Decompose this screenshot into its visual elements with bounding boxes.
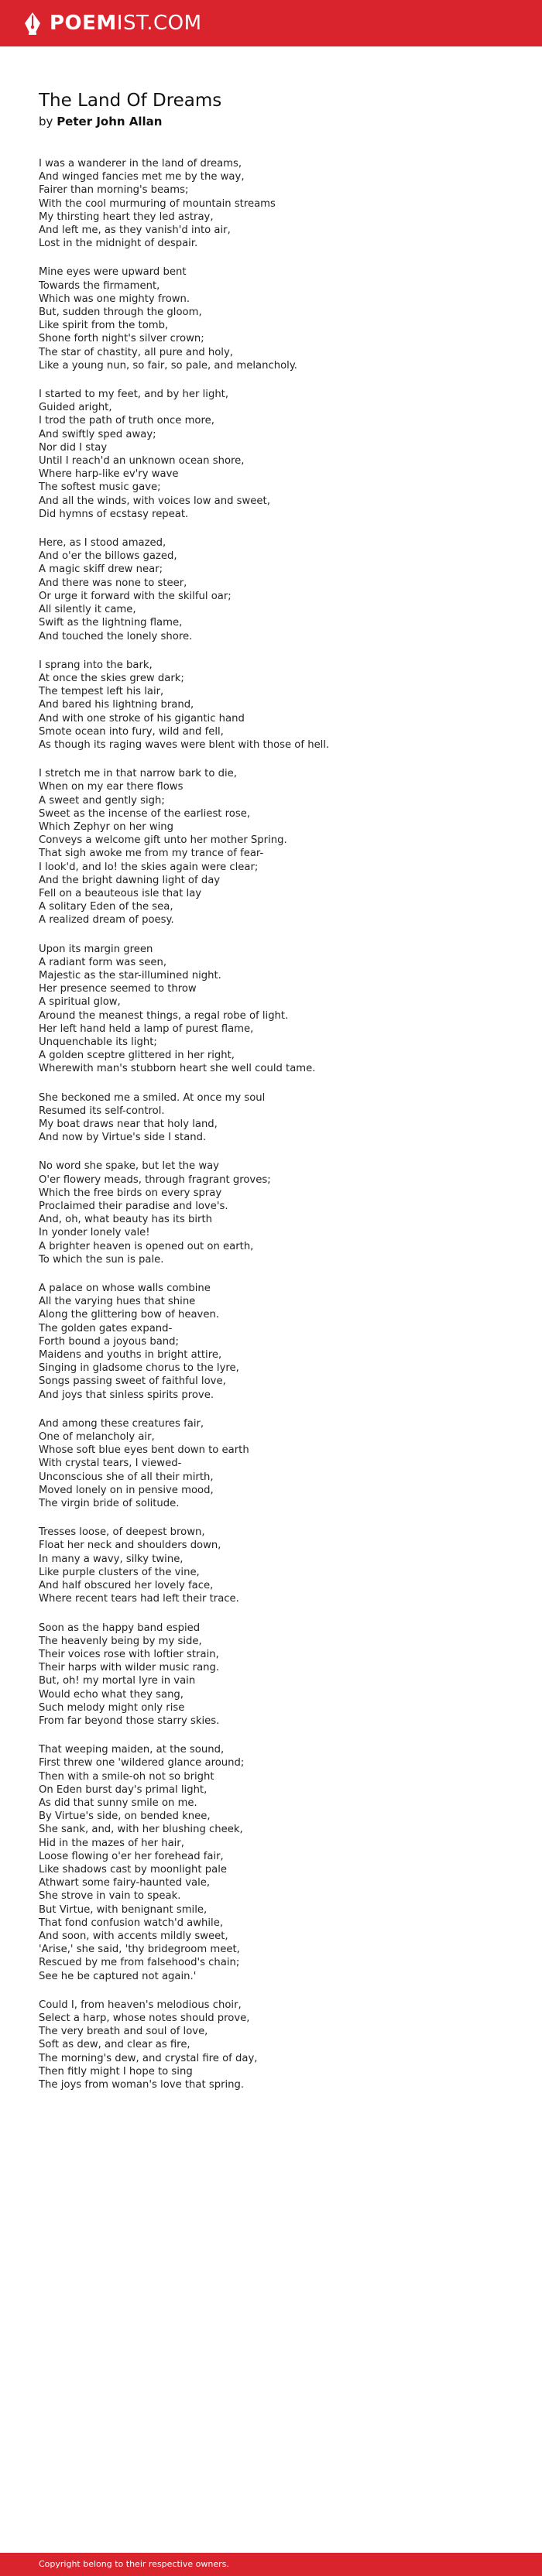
poem-line: See he be captured not again.' bbox=[39, 1970, 197, 1982]
poem-body bbox=[39, 157, 519, 2091]
poem-line: A solitary Eden of the sea, bbox=[39, 901, 173, 913]
poem-line: I look'd, and lo! the skies again were clear; bbox=[39, 861, 259, 873]
header-bar bbox=[0, 0, 542, 46]
poem-line: One of melancholy air, bbox=[39, 1431, 155, 1444]
poem-line: She strove in vain to speak. bbox=[39, 1890, 181, 1903]
poem-line: Would echo what they sang, bbox=[39, 1688, 184, 1701]
poem-line: And, oh, what beauty has its birth bbox=[39, 1214, 213, 1226]
poem-line: A spiritual glow, bbox=[39, 996, 121, 1009]
logo-light-text: IST.COM bbox=[116, 12, 202, 35]
poem-line: Lost in the midnight of despair. bbox=[39, 238, 198, 250]
poem-line: Swift as the lightning flame, bbox=[39, 617, 183, 629]
poem-line: The very breath and soul of love, bbox=[39, 2026, 208, 2038]
poem-line: Which the free birds on every spray bbox=[39, 1187, 222, 1199]
site-logo-text bbox=[50, 11, 202, 36]
poem-line: Sweet as the incense of the earliest rose, bbox=[39, 807, 251, 820]
poem-line: Select a harp, whose notes should prove, bbox=[39, 2012, 250, 2024]
poem-line: And there was none to steer, bbox=[39, 577, 187, 589]
poem-line: No word she spake, but let the way bbox=[39, 1160, 219, 1173]
poem-line: Their voices rose with loftier strain, bbox=[39, 1648, 219, 1660]
poem-line: A brighter heaven is opened out on earth, bbox=[39, 1240, 254, 1252]
poem-line: Such melody might only rise bbox=[39, 1701, 185, 1714]
footer-bar bbox=[0, 2553, 542, 2576]
stanza bbox=[39, 536, 519, 643]
poem-line: A golden sceptre glittered in her right, bbox=[39, 1050, 235, 1062]
poem-line: And soon, with accents mildly sweet, bbox=[39, 1930, 228, 1942]
poem-line: She sank, and, with her blushing cheek, bbox=[39, 1824, 243, 1836]
poem-line: Then with a smile-oh not so bright bbox=[39, 1770, 214, 1783]
stanza bbox=[39, 157, 519, 250]
poem-line: Until I reach'd an unknown ocean shore, bbox=[39, 455, 245, 468]
poem-line: O'er flowery meads, through fragrant groves; bbox=[39, 1173, 271, 1186]
poem-line: All silently it came, bbox=[39, 604, 136, 616]
poem-line: And left me, as they vanish'd into air, bbox=[39, 224, 231, 237]
poem-line: A realized dream of poesy. bbox=[39, 914, 174, 927]
poem-line: Singing in gladsome chorus to the lyre, bbox=[39, 1362, 239, 1375]
byline-prefix: by bbox=[39, 115, 53, 128]
stanza bbox=[39, 659, 519, 752]
poem-line: Tresses loose, of deepest brown, bbox=[39, 1526, 205, 1539]
poem-line: Her left hand held a lamp of purest flame, bbox=[39, 1023, 254, 1035]
poem-line: My boat draws near that holy land, bbox=[39, 1118, 218, 1130]
stanza bbox=[39, 1526, 519, 1605]
poem-line: Maidens and youths in bright attire, bbox=[39, 1349, 222, 1362]
poem-line: In many a wavy, silky twine, bbox=[39, 1553, 184, 1565]
poem-line: That weeping maiden, at the sound, bbox=[39, 1744, 225, 1756]
poem-line: And o'er the billows gazed, bbox=[39, 550, 177, 563]
poem-line: I stretch me in that narrow bark to die, bbox=[39, 768, 237, 780]
poem-line: 'Arise,' she said, 'thy bridegroom meet, bbox=[39, 1944, 240, 1956]
poem-line: The golden gates expand- bbox=[39, 1322, 173, 1334]
poem-line: As did that sunny smile on me. bbox=[39, 1797, 197, 1809]
poem-line: Like a young nun, so fair, so pale, and melancholy. bbox=[39, 359, 297, 372]
stanza bbox=[39, 1160, 519, 1266]
poem-line: Forth bound a joyous band; bbox=[39, 1335, 179, 1348]
poem-line: Could I, from heaven's melodious choir, bbox=[39, 1999, 242, 2011]
poem-line: Upon its margin green bbox=[39, 943, 153, 955]
stanza bbox=[39, 1417, 519, 1510]
poem-line: Athwart some fairy-haunted vale, bbox=[39, 1877, 211, 1889]
poem-line: But Virtue, with benignant smile, bbox=[39, 1903, 208, 1916]
author-link[interactable]: Peter John Allan bbox=[57, 115, 163, 128]
poem-line: Along the glittering bow of heaven. bbox=[39, 1309, 220, 1321]
poem-line: Loose flowing o'er her forehead fair, bbox=[39, 1850, 224, 1862]
poem-line: Resumed its self-control. bbox=[39, 1105, 165, 1117]
poem-line: Guided aright, bbox=[39, 402, 112, 414]
poem-line: That sigh awoke me from my trance of fear- bbox=[39, 848, 264, 860]
poem-line: At once the skies grew dark; bbox=[39, 672, 184, 684]
poem-line: That fond confusion watch'd awhile, bbox=[39, 1917, 224, 1929]
poem-line: Where recent tears had left their trace. bbox=[39, 1593, 239, 1605]
poem-line: She beckoned me a smiled. At once my soul bbox=[39, 1091, 266, 1104]
stanza bbox=[39, 767, 519, 927]
poem-line: All the varying hues that shine bbox=[39, 1296, 196, 1308]
poem-line: Moved lonely on in pensive mood, bbox=[39, 1484, 214, 1496]
poem-line: By Virtue's side, on bended knee, bbox=[39, 1810, 211, 1823]
poem-line: In yonder lonely vale! bbox=[39, 1227, 150, 1239]
poem-line: And among these creatures fair, bbox=[39, 1417, 204, 1430]
poem-line: When on my ear there flows bbox=[39, 781, 184, 793]
poem-line: Which was one mighty frown. bbox=[39, 293, 190, 305]
poem-line: A palace on whose walls combine bbox=[39, 1283, 211, 1295]
poem-line: And the bright dawning light of day bbox=[39, 874, 221, 886]
stanza bbox=[39, 388, 519, 521]
poem-line: A sweet and gently sigh; bbox=[39, 794, 165, 807]
site-logo[interactable] bbox=[22, 11, 202, 36]
poem-line: Soft as dew, and clear as fire, bbox=[39, 2039, 190, 2051]
poem-line: With the cool murmuring of mountain streams bbox=[39, 197, 276, 210]
poem-line: The heavenly being by my side, bbox=[39, 1635, 202, 1647]
poem-line: Rescued by me from falsehood's chain; bbox=[39, 1957, 240, 1969]
poem-line: With crystal tears, I viewed- bbox=[39, 1458, 182, 1470]
poem-line: And with one stroke of his gigantic hand bbox=[39, 712, 245, 724]
poem-line: Proclaimed their paradise and love's. bbox=[39, 1201, 228, 1213]
poem-line: Shone forth night's silver crown; bbox=[39, 333, 204, 345]
poem-line: The morning's dew, and crystal fire of day, bbox=[39, 2052, 258, 2064]
poem-line: My thirsting heart they led astray, bbox=[39, 211, 214, 223]
poem-line: Then fitly might I hope to sing bbox=[39, 2065, 193, 2078]
poem-line: Their harps with wilder music rang. bbox=[39, 1662, 220, 1674]
poem-line: Smote ocean into fury, wild and fell, bbox=[39, 725, 224, 738]
poem-line: I was a wanderer in the land of dreams, bbox=[39, 158, 242, 170]
poem-line: Like shadows cast by moonlight pale bbox=[39, 1863, 228, 1875]
poem-line: And now by Virtue's side I stand. bbox=[39, 1132, 207, 1144]
pen-nib-icon bbox=[22, 11, 43, 36]
poem-line: And swiftly sped away; bbox=[39, 428, 156, 440]
poem-line: Unquenchable its light; bbox=[39, 1036, 157, 1048]
poem-line: From far beyond those starry skies. bbox=[39, 1714, 220, 1727]
poem-line: Wherewith man's stubborn heart she well could tame. bbox=[39, 1063, 316, 1075]
poem-line: First threw one 'wildered glance around; bbox=[39, 1757, 245, 1769]
stanza bbox=[39, 1091, 519, 1145]
poem-line: I sprang into the bark, bbox=[39, 659, 153, 671]
poem-line: But, oh! my mortal lyre in vain bbox=[39, 1675, 196, 1687]
poem-line: The virgin bride of solitude. bbox=[39, 1498, 180, 1510]
poem-line: I trod the path of truth once more, bbox=[39, 415, 214, 427]
stanza bbox=[39, 943, 519, 1076]
poem-line: I started to my feet, and by her light, bbox=[39, 389, 229, 401]
poem-line: And half obscured her lovely face, bbox=[39, 1580, 214, 1592]
poem-line: On Eden burst day's primal light, bbox=[39, 1783, 208, 1796]
poem-line: The softest music gave; bbox=[39, 481, 161, 494]
poem-line: Here, as I stood amazed, bbox=[39, 537, 166, 550]
poem-line: Her presence seemed to throw bbox=[39, 983, 197, 995]
poem-line: The joys from woman's love that spring. bbox=[39, 2079, 245, 2091]
poem-line: Fairer than morning's beams; bbox=[39, 184, 189, 197]
poem-line: A radiant form was seen, bbox=[39, 956, 167, 968]
poem-line: And touched the lonely shore. bbox=[39, 630, 193, 642]
stanza bbox=[39, 1282, 519, 1402]
poem-line: Towards the firmament, bbox=[39, 279, 160, 292]
poem-line: Fell on a beauteous isle that lay bbox=[39, 887, 202, 899]
byline bbox=[39, 114, 519, 129]
poem-line: The star of chastity, all pure and holy, bbox=[39, 346, 233, 358]
poem-line: To which the sun is pale. bbox=[39, 1253, 164, 1266]
poem-line: Float her neck and shoulders down, bbox=[39, 1540, 221, 1552]
poem-line: And all the winds, with voices low and sweet, bbox=[39, 495, 270, 507]
poem-line: Where harp-like ev'ry wave bbox=[39, 468, 179, 481]
stanza bbox=[39, 1743, 519, 1983]
poem-line: Songs passing sweet of faithful love, bbox=[39, 1375, 226, 1388]
poem-line: Nor did I stay bbox=[39, 441, 108, 454]
logo-bold-text: POEM bbox=[50, 12, 117, 35]
poem-line: Or urge it forward with the skilful oar; bbox=[39, 590, 232, 602]
poem-content bbox=[39, 90, 519, 2107]
poem-line: But, sudden through the gloom, bbox=[39, 307, 202, 319]
stanza bbox=[39, 1622, 519, 1728]
poem-line: Majestic as the star-illumined night. bbox=[39, 969, 221, 981]
poem-line: Like purple clusters of the vine, bbox=[39, 1566, 200, 1578]
poem-line: As though its raging waves were blent with those of hell. bbox=[39, 738, 330, 751]
poem-line: Mine eyes were upward bent bbox=[39, 266, 187, 279]
poem-line: Conveys a welcome gift unto her mother Spring. bbox=[39, 834, 287, 847]
stanza bbox=[39, 265, 519, 372]
poem-line: Like spirit from the tomb, bbox=[39, 320, 169, 332]
stanza bbox=[39, 1999, 519, 2091]
poem-line: A magic skiff drew near; bbox=[39, 564, 163, 576]
poem-line: The tempest left his lair, bbox=[39, 686, 164, 698]
copyright-text: Copyright belong to their respective owners. bbox=[39, 2559, 229, 2569]
poem-line: Hid in the mazes of her hair, bbox=[39, 1837, 184, 1849]
poem-line: And bared his lightning brand, bbox=[39, 699, 194, 711]
poem-line: Soon as the happy band espied bbox=[39, 1622, 201, 1634]
poem-line: Unconscious she of all their mirth, bbox=[39, 1471, 214, 1483]
poem-line: And joys that sinless spirits prove. bbox=[39, 1389, 214, 1401]
poem-line: Whose soft blue eyes bent down to earth bbox=[39, 1444, 249, 1457]
poem-line: And winged fancies met me by the way, bbox=[39, 171, 245, 183]
poem-line: Which Zephyr on her wing bbox=[39, 820, 174, 833]
poem-title: The Land Of Dreams bbox=[39, 91, 222, 111]
poem-line: Around the meanest things, a regal robe of light. bbox=[39, 1009, 289, 1022]
poem-line: Did hymns of ecstasy repeat. bbox=[39, 508, 189, 520]
